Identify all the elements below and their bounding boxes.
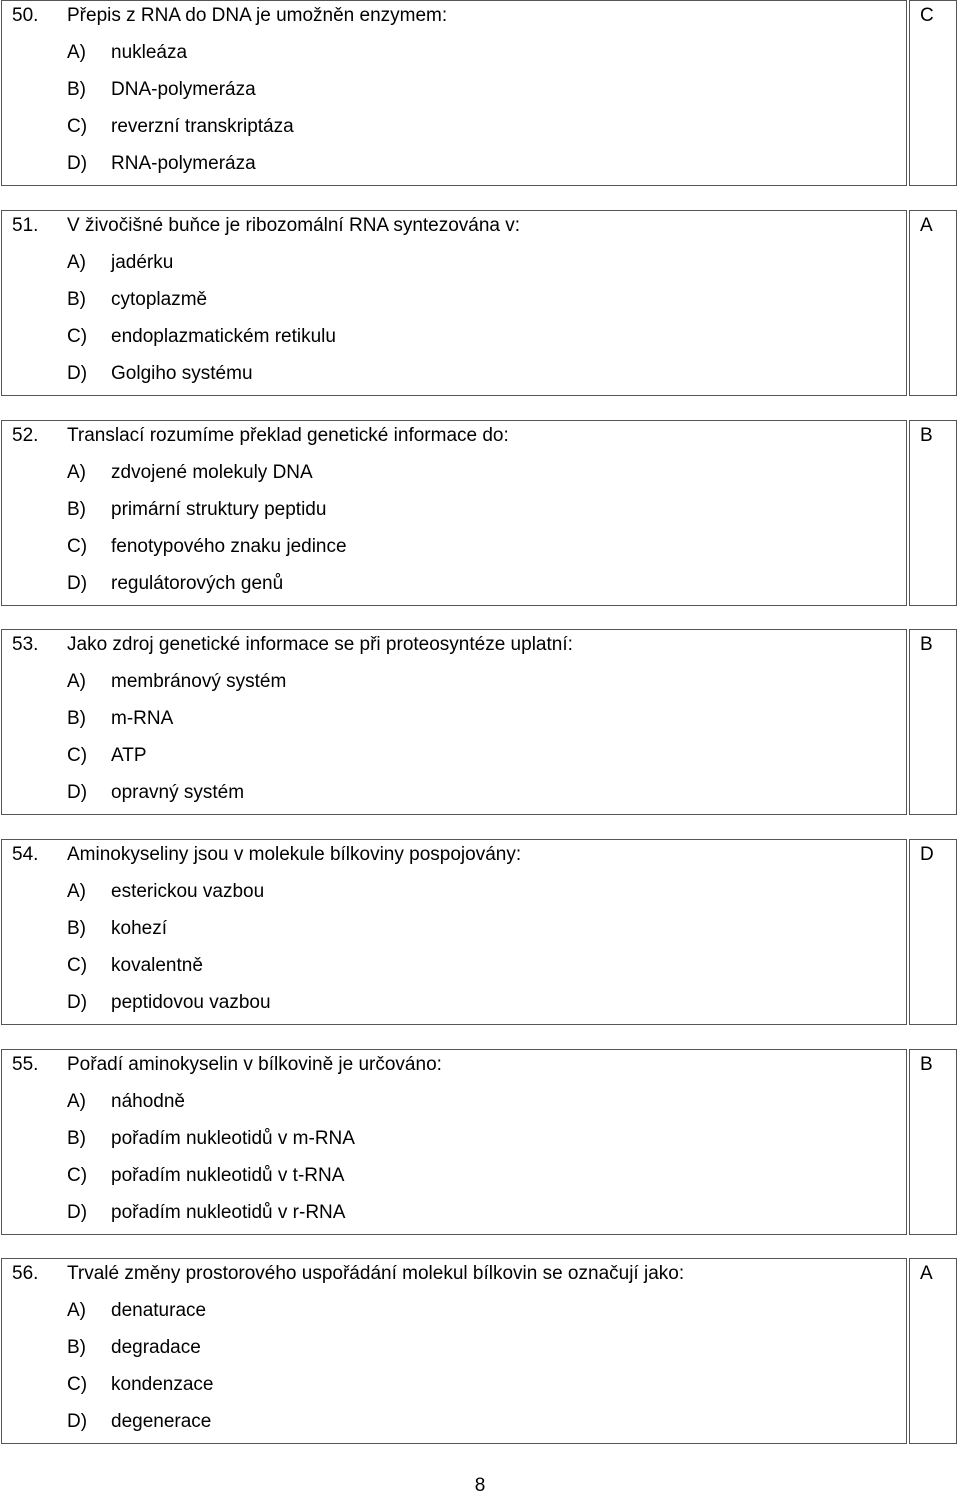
question-number: 55. <box>12 1054 39 1075</box>
question-number: 51. <box>12 215 39 236</box>
answer-letter: A <box>920 1263 933 1284</box>
option-label: D) <box>67 1202 88 1223</box>
option-label: A) <box>67 42 86 63</box>
option-text: peptidovou vazbou <box>111 992 271 1013</box>
option-label: B) <box>67 499 86 520</box>
option-text: zdvojené molekuly DNA <box>111 462 313 483</box>
option-label: D) <box>67 363 88 384</box>
question-number: 56. <box>12 1263 39 1284</box>
option-text: kohezí <box>111 918 167 939</box>
answer-cell <box>909 1258 957 1444</box>
question-text: V živočišné buňce je ribozomální RNA syntezována v: <box>67 215 521 236</box>
option-label: B) <box>67 1128 86 1149</box>
option-text: DNA-polymeráza <box>111 79 256 100</box>
option-label: B) <box>67 918 86 939</box>
option-label: A) <box>67 1300 86 1321</box>
option-label: C) <box>67 536 88 557</box>
option-label: D) <box>67 153 88 174</box>
option-text: ATP <box>111 745 147 766</box>
option-text: denaturace <box>111 1300 207 1321</box>
answer-letter: D <box>920 844 934 865</box>
option-text: membránový systém <box>111 671 287 692</box>
question-block <box>0 210 960 397</box>
page-number: 8 <box>474 1475 486 1496</box>
option-text: RNA-polymeráza <box>111 153 256 174</box>
option-label: A) <box>67 1091 86 1112</box>
option-text: regulátorových genů <box>111 573 284 594</box>
answer-letter: B <box>920 425 933 446</box>
question-text: Jako zdroj genetické informace se při proteosyntéze uplatní: <box>67 634 573 655</box>
question-number: 53. <box>12 634 39 655</box>
option-text: m-RNA <box>111 708 174 729</box>
option-text: kondenzace <box>111 1374 214 1395</box>
question-block <box>0 629 960 816</box>
question-text: Translací rozumíme překlad genetické informace do: <box>67 425 509 446</box>
option-label: B) <box>67 289 86 310</box>
answer-cell <box>909 210 957 396</box>
option-label: B) <box>67 1337 86 1358</box>
option-label: A) <box>67 671 86 692</box>
question-text: Trvalé změny prostorového uspořádání molekul bílkovin se označují jako: <box>67 1263 685 1284</box>
option-label: C) <box>67 745 88 766</box>
option-label: C) <box>67 1374 88 1395</box>
answer-cell <box>909 629 957 815</box>
question-text: Přepis z RNA do DNA je umožněn enzymem: <box>67 5 448 26</box>
option-text: pořadím nukleotidů v m-RNA <box>111 1128 355 1149</box>
option-text: degenerace <box>111 1411 212 1432</box>
option-text: nukleáza <box>111 42 188 63</box>
answer-letter: C <box>920 5 934 26</box>
option-label: B) <box>67 708 86 729</box>
option-text: opravný systém <box>111 782 245 803</box>
option-label: D) <box>67 573 88 594</box>
answer-cell <box>909 420 957 606</box>
option-label: D) <box>67 782 88 803</box>
option-label: A) <box>67 462 86 483</box>
option-label: C) <box>67 116 88 137</box>
answer-cell <box>909 1049 957 1235</box>
question-block <box>0 1258 960 1445</box>
option-text: pořadím nukleotidů v r-RNA <box>111 1202 346 1223</box>
option-text: kovalentně <box>111 955 203 976</box>
option-text: náhodně <box>111 1091 185 1112</box>
question-block <box>0 1049 960 1236</box>
option-text: cytoplazmě <box>111 289 208 310</box>
option-label: C) <box>67 1165 88 1186</box>
option-text: endoplazmatickém retikulu <box>111 326 336 347</box>
option-label: C) <box>67 955 88 976</box>
option-label: C) <box>67 326 88 347</box>
answer-letter: B <box>920 1054 933 1075</box>
question-block <box>0 420 960 607</box>
option-text: jadérku <box>111 252 174 273</box>
option-label: B) <box>67 79 86 100</box>
option-text: reverzní transkriptáza <box>111 116 294 137</box>
option-label: A) <box>67 252 86 273</box>
question-block <box>0 0 960 187</box>
option-text: fenotypového znaku jedince <box>111 536 347 557</box>
question-text: Aminokyseliny jsou v molekule bílkoviny pospojovány: <box>67 844 522 865</box>
answer-letter: A <box>920 215 933 236</box>
option-text: pořadím nukleotidů v t-RNA <box>111 1165 345 1186</box>
question-block <box>0 839 960 1026</box>
option-text: degradace <box>111 1337 201 1358</box>
option-text: esterickou vazbou <box>111 881 265 902</box>
option-label: D) <box>67 1411 88 1432</box>
question-text: Pořadí aminokyselin v bílkovině je určováno: <box>67 1054 442 1075</box>
answer-letter: B <box>920 634 933 655</box>
option-label: D) <box>67 992 88 1013</box>
option-label: A) <box>67 881 86 902</box>
option-text: Golgiho systému <box>111 363 253 384</box>
question-number: 52. <box>12 425 39 446</box>
question-number: 54. <box>12 844 39 865</box>
option-text: primární struktury peptidu <box>111 499 327 520</box>
question-number: 50. <box>12 5 39 26</box>
